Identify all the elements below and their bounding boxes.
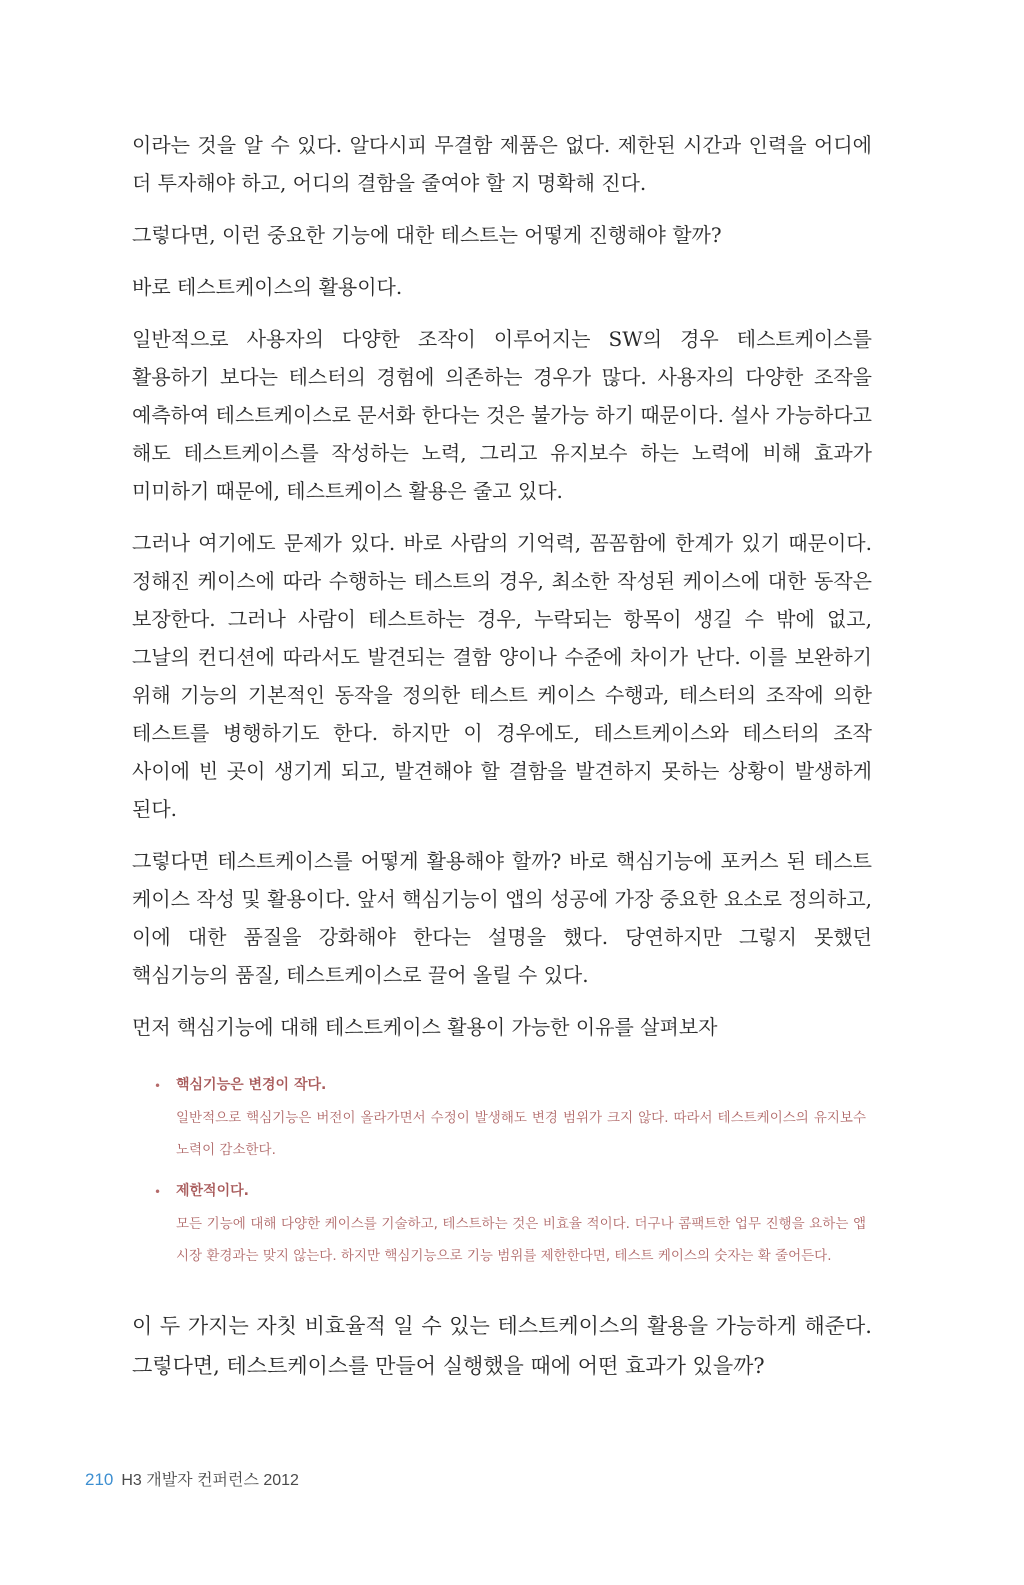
bullet-body: 모든 기능에 대해 다양한 케이스를 기술하고, 테스트하는 것은 비효율 적이다. 더구나 콤팩트한 업무 진행을 요하는 앱 시장 환경과는 맞지 않는다. 하지만 핵심기능으로 기능 범위를 제한한다면, 테스트 케이스의 숫자는 확 줄어든다. (176, 1216, 866, 1264)
paragraph: 먼저 핵심기능에 대해 테스트케이스 활용이 가능한 이유를 살펴보자 (132, 1015, 718, 1039)
page-footer (85, 1467, 299, 1490)
paragraph: 그렇다면 테스트케이스를 어떻게 활용해야 할까? 바로 핵심기능에 포커스 된 테스트 케이스 작성 및 활용이다. 앞서 핵심기능이 앱의 성공에 가장 중요한 요소로 정의하고, 이에 대한 품질을 강화해야 한다는 설명을 했다. 당연하지만 그렇지 못했던 핵심기능의 품질, 테스트케이스로 끌어 올릴 수 있다. (132, 849, 872, 987)
page-content (132, 126, 872, 1400)
paragraph: 일반적으로 사용자의 다양한 조작이 이루어지는 SW의 경우 테스트케이스를 활용하기 보다는 테스터의 경험에 의존하는 경우가 많다. 사용자의 다양한 조작을 예측하여 테스트케이스로 문서화 한다는 것은 불가능 하기 때문이다. 설사 가능하다고 해도 테스트케이스를 작성하는 노력, 그리고 유지보수 하는 노력에 비해 효과가 미미하기 때문에, 테스트케이스 활용은 줄고 있다. (132, 327, 872, 503)
bullet-list (154, 1074, 872, 1272)
bullet-title: 핵심기능은 변경이 작다. (176, 1077, 327, 1093)
bullet-body: 일반적으로 핵심기능은 버전이 올라가면서 수정이 발생해도 변경 범위가 크지 않다. 따라서 테스트케이스의 유지보수 노력이 감소한다. (176, 1110, 866, 1158)
bullet-title: 제한적이다. (176, 1183, 249, 1199)
page-number: 210 (85, 1470, 114, 1489)
bullet-icon: • (154, 1185, 162, 1199)
closing-paragraph: 이 두 가지는 자칫 비효율적 일 수 있는 테스트케이스의 활용을 가능하게 해준다. 그렇다면, 테스트케이스를 만들어 실행했을 때에 어떤 효과가 있을까? (132, 1314, 872, 1378)
book-title: H3 개발자 컨퍼런스 2012 (121, 1472, 299, 1489)
bullet-icon: • (154, 1079, 162, 1093)
paragraph: 그렇다면, 이런 중요한 기능에 대한 테스트는 어떻게 진행해야 할까? (132, 223, 722, 247)
list-item (154, 1074, 872, 1166)
paragraph: 이라는 것을 알 수 있다. 알다시피 무결함 제품은 없다. 제한된 시간과 인력을 어디에 더 투자해야 하고, 어디의 결함을 줄여야 할 지 명확해 진다. (132, 133, 872, 195)
list-item (154, 1180, 872, 1272)
paragraph: 바로 테스트케이스의 활용이다. (132, 275, 403, 299)
paragraph: 그러나 여기에도 문제가 있다. 바로 사람의 기억력, 꼼꼼함에 한계가 있기 때문이다. 정해진 케이스에 따라 수행하는 테스트의 경우, 최소한 작성된 케이스에 대한 동작은 보장한다. 그러나 사람이 테스트하는 경우, 누락되는 항목이 생길 수 밖에 없고, 그날의 컨디션에 따라서도 발견되는 결함 양이나 수준에 차이가 난다. 이를 보완하기 위해 기능의 기본적인 동작을 정의한 테스트 케이스 수행과, 테스터의 조작에 의한 테스트를 병행하기도 한다. 하지만 이 경우에도, 테스트케이스와 테스터의 조작 사이에 빈 곳이 생기게 되고, 발견해야 할 결함을 발견하지 못하는 상황이 발생하게 된다. (132, 531, 872, 821)
